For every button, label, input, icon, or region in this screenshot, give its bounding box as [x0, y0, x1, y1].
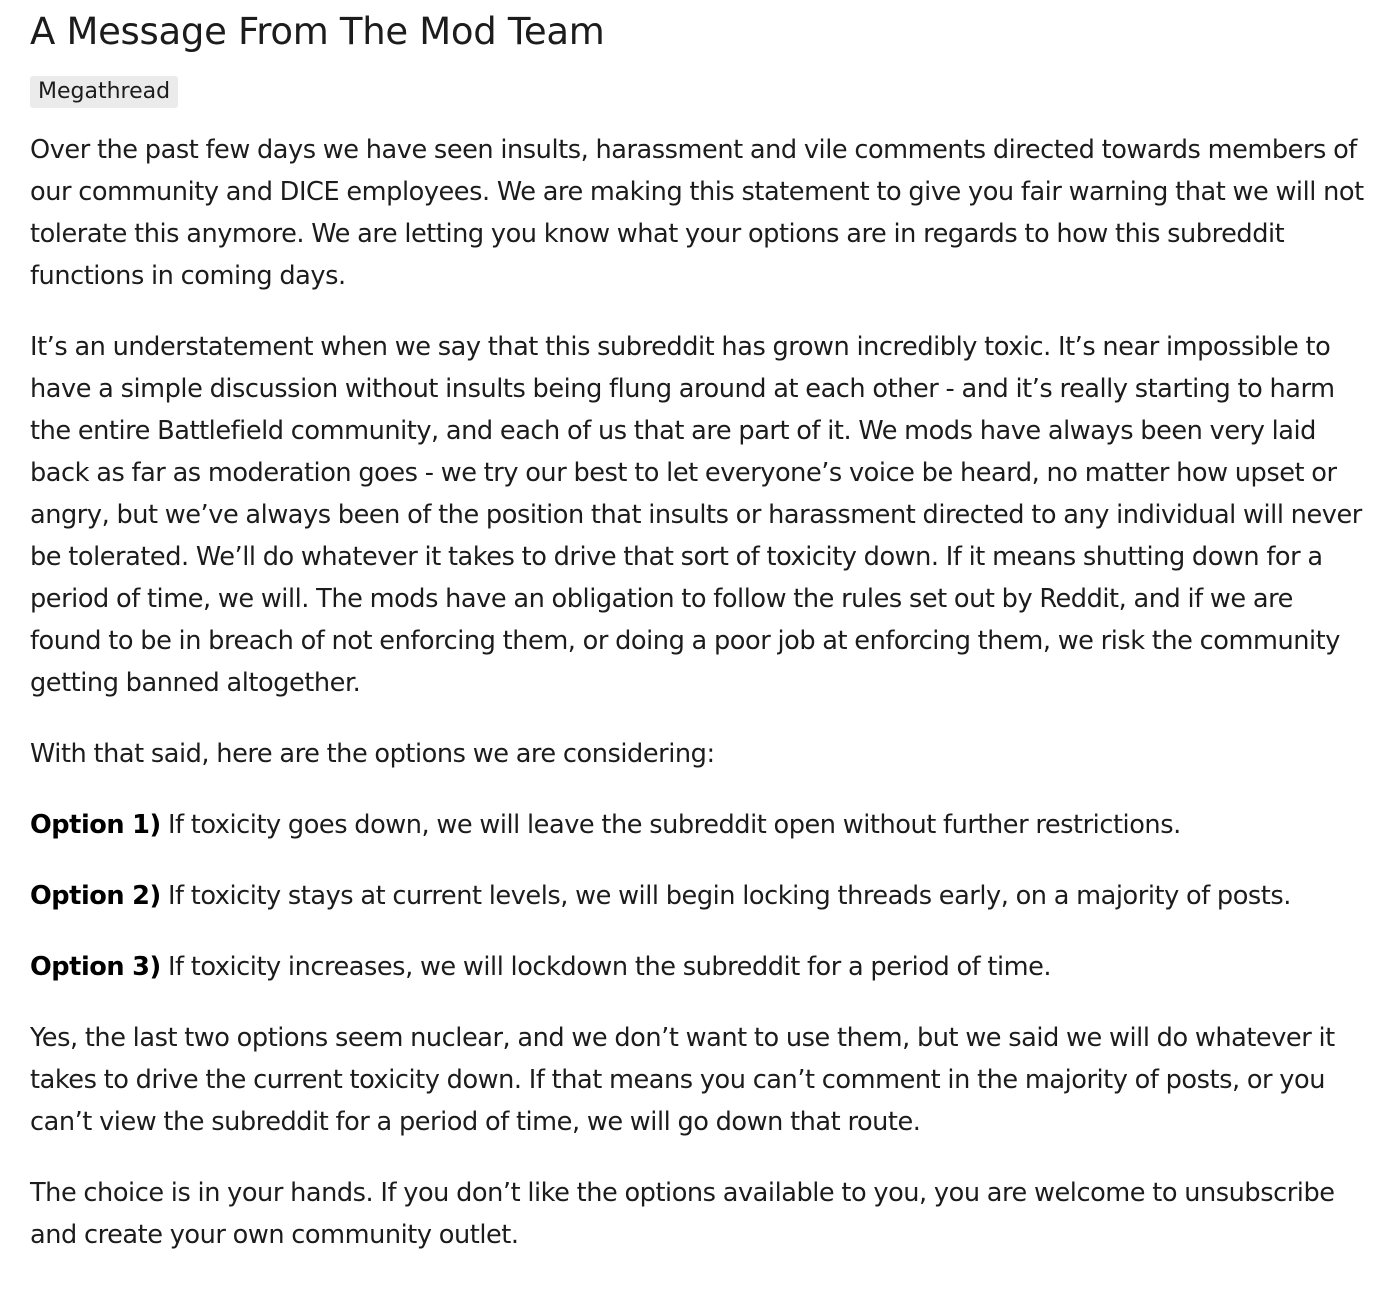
- option-3-label: Option 3): [30, 952, 161, 982]
- option-2-label: Option 2): [30, 881, 161, 911]
- option-3-text: If toxicity increases, we will lockdown the subreddit for a period of time.: [167, 952, 1052, 982]
- option-1-text: If toxicity goes down, we will leave the subreddit open without further restrictions.: [167, 810, 1181, 840]
- closing-paragraph-2: The choice is in your hands. If you don’t like the options available to you, you are welcome to unsubscribe and create your own community outlet.: [30, 1178, 1335, 1250]
- body-paragraph-1: Over the past few days we have seen insults, harassment and vile comments directed towards members of our community and DICE employees. We are making this statement to give you fair warning that we will not tolerate this anymore. We are letting you know what your options are in regards to how this subreddit functions in coming days.: [30, 135, 1364, 291]
- option-2-text: If toxicity stays at current levels, we will begin locking threads early, on a majority of posts.: [167, 881, 1291, 911]
- option-3: [30, 946, 1370, 988]
- body-paragraph-3: With that said, here are the options we are considering:: [30, 739, 715, 769]
- post-flair-badge[interactable]: Megathread: [30, 76, 178, 108]
- option-1: [30, 804, 1370, 846]
- flair-row: [30, 76, 1370, 108]
- option-2: [30, 875, 1370, 917]
- body-paragraph-2: It’s an understatement when we say that this subreddit has grown incredibly toxic. It’s near impossible to have a simple discussion without insults being flung around at each other - and it’s really starting to harm the entire Battlefield community, and each of us that are part of it. We mods have always been very laid back as far as moderation goes - we try our best to let everyone’s voice be heard, no matter how upset or angry, but we’ve always been of the position that insults or harassment directed to any individual will never be tolerated. We’ll do whatever it takes to drive that sort of toxicity down. If it means shutting down for a period of time, we will. The mods have an obligation to follow the rules set out by Reddit, and if we are found to be in breach of not enforcing them, or doing a poor job at enforcing them, we risk the community getting banned altogether.: [30, 332, 1362, 698]
- post-body: [30, 129, 1370, 1256]
- post-title[interactable]: A Message From The Mod Team: [30, 10, 605, 53]
- closing-paragraph-1: Yes, the last two options seem nuclear, and we don’t want to use them, but we said we will do whatever it takes to drive the current toxicity down. If that means you can’t comment in the majority of posts, or you can’t view the subreddit for a period of time, we will go down that route.: [30, 1023, 1335, 1137]
- option-1-label: Option 1): [30, 810, 161, 840]
